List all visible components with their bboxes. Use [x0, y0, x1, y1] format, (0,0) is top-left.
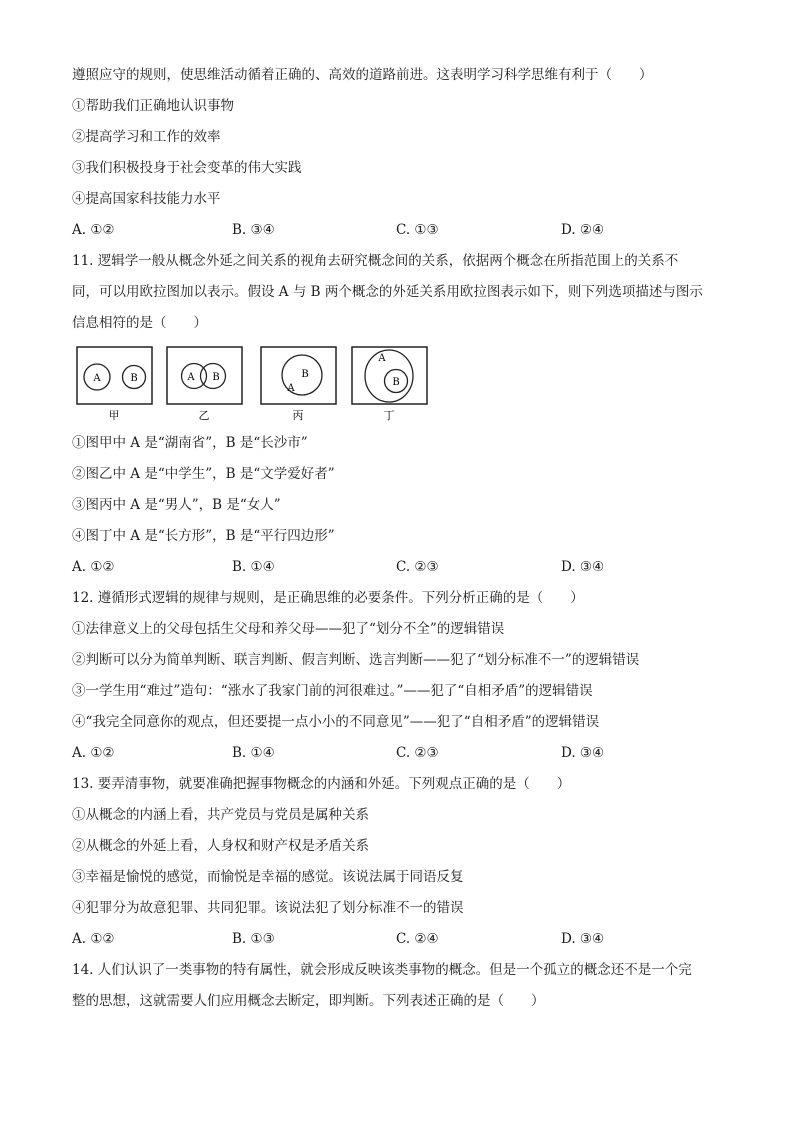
label-a: A	[93, 373, 101, 384]
q10-item-3: ③我们积极投身于社会变革的伟大实践	[72, 160, 302, 176]
q10-item-4: ④提高国家科技能力水平	[72, 191, 221, 207]
q11-item-2: ②图乙中 A 是“中学生”，B 是“文学爱好者”	[72, 466, 335, 482]
caption: 丙	[292, 409, 304, 422]
q13-item-4: ④犯罪分为故意犯罪、共同犯罪。该说法犯了划分标准不一的错误	[72, 900, 464, 916]
q11-option-d: D. ③④	[561, 559, 605, 575]
label-b: B	[212, 372, 220, 383]
label-a: A	[378, 353, 386, 364]
q13-item-1: ①从概念的内涵上看，共产党员与党员是属种关系	[72, 807, 369, 823]
q11-stem-line-3: 信息相符的是（ ）	[72, 315, 207, 331]
euler-diagram-bing	[260, 346, 338, 424]
q10-item-2: ②提高学习和工作的效率	[72, 129, 221, 145]
label-a: A	[287, 383, 295, 394]
q11-stem-line-1: 11. 逻辑学一般从概念外延之间关系的视角去研究概念间的关系，依据两个概念在所指范围上的关系不	[72, 253, 679, 269]
q13-option-c: C. ②④	[396, 931, 439, 947]
euler-diagram-bing-svg	[260, 346, 338, 424]
q10-option-b: B. ③④	[232, 222, 275, 238]
q11-option-b: B. ①④	[232, 559, 275, 575]
euler-diagram-jia-svg	[76, 346, 154, 424]
q14-stem-line-1: 14. 人们认识了一类事物的特有属性，就会形成反映该类事物的概念。但是一个孤立的概念还不是一个完	[72, 962, 692, 978]
q10-option-c: C. ①③	[396, 222, 439, 238]
euler-diagram-ding	[351, 346, 429, 424]
q13-stem: 13. 要弄清事物，就要准确把握事物概念的内涵和外延。下列观点正确的是（ ）	[72, 776, 571, 792]
euler-diagram-jia	[76, 346, 154, 424]
q12-option-d: D. ③④	[561, 745, 605, 761]
euler-diagram-yi	[166, 346, 244, 424]
caption: 甲	[108, 409, 120, 422]
q11-item-1: ①图甲中 A 是“湖南省”，B 是“长沙市”	[72, 435, 308, 451]
q10-option-d: D. ②④	[561, 222, 605, 238]
label-b: B	[392, 377, 400, 388]
q13-option-a: A. ①②	[72, 931, 115, 947]
q12-option-c: C. ②③	[396, 745, 439, 761]
caption: 丁	[383, 409, 395, 422]
q12-item-1: ①法律意义上的父母包括生父母和养父母——犯了“划分不全”的逻辑错误	[72, 621, 505, 637]
q12-stem: 12. 遵循形式逻辑的规律与规则，是正确思维的必要条件。下列分析正确的是（ ）	[72, 590, 584, 606]
q11-options	[72, 556, 732, 587]
q11-item-3: ③图丙中 A 是“男人”，B 是“女人”	[72, 497, 281, 513]
q12-item-3: ③一学生用“难过”造句：“涨水了我家门前的河很难过。”——犯了“自相矛盾”的逻辑错误	[72, 683, 593, 699]
q10-option-a: A. ①②	[72, 222, 115, 238]
q12-options	[72, 742, 732, 773]
q12-option-b: B. ①④	[232, 745, 275, 761]
q12-item-4: ④“我完全同意你的观点，但还要提一点小小的不同意见”——犯了“自相矛盾”的逻辑错误	[72, 714, 600, 730]
euler-diagram-ding-svg	[351, 346, 429, 424]
q12-option-a: A. ①②	[72, 745, 115, 761]
q10-item-1: ①帮助我们正确地认识事物	[72, 98, 234, 114]
q11-item-4: ④图丁中 A 是“长方形”，B 是“平行四边形”	[72, 528, 335, 544]
q11-stem-line-2: 同，可以用欧拉图加以表示。假设 A 与 B 两个概念的外延关系用欧拉图表示如下，则下列选项描述与图示	[72, 284, 703, 300]
euler-diagram-yi-svg	[166, 346, 244, 424]
q12-item-2: ②判断可以分为简单判断、联言判断、假言判断、选言判断——犯了“划分标准不一”的逻辑错误	[72, 652, 640, 668]
q11-option-c: C. ②③	[396, 559, 439, 575]
q10-stem: 遵照应守的规则，使思维活动循着正确的、高效的道路前进。这表明学习科学思维有利于（ ）	[72, 67, 653, 83]
q14-stem-line-2: 整的思想，这就需要人们应用概念去断定，即判断。下列表述正确的是（ ）	[72, 993, 545, 1009]
q11-option-a: A. ①②	[72, 559, 115, 575]
q13-item-2: ②从概念的外延上看，人身权和财产权是矛盾关系	[72, 838, 369, 854]
q13-options	[72, 928, 732, 959]
q13-option-b: B. ①③	[232, 931, 275, 947]
caption: 乙	[198, 409, 210, 422]
label-a: A	[187, 372, 195, 383]
label-b: B	[301, 369, 309, 380]
label-b: B	[130, 373, 138, 384]
exam-page	[72, 64, 732, 1021]
euler-diagrams	[74, 346, 732, 426]
q13-item-3: ③幸福是愉悦的感觉，而愉悦是幸福的感觉。该说法属于同语反复	[72, 869, 464, 885]
q13-option-d: D. ③④	[561, 931, 605, 947]
q10-options	[72, 219, 732, 250]
